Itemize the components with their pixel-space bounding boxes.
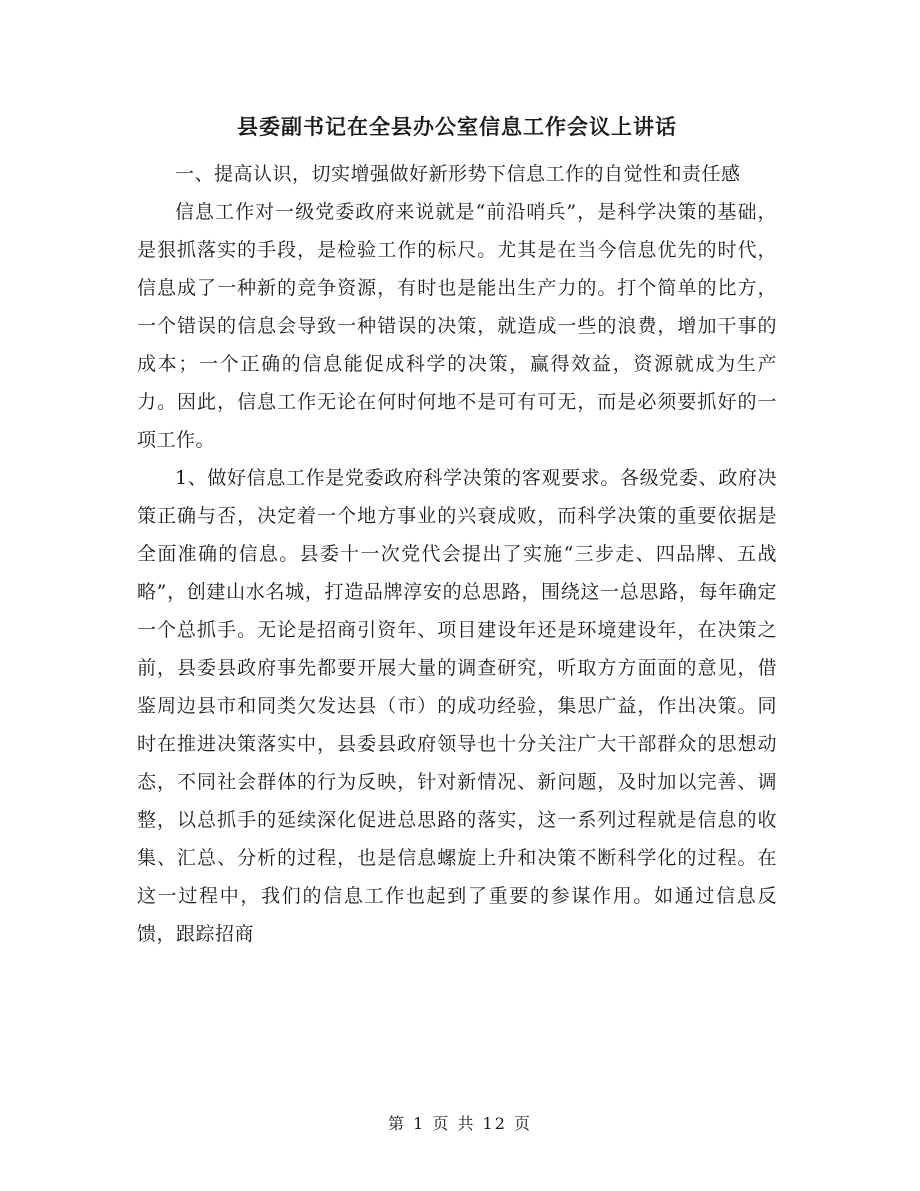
body-paragraph: 信息工作对一级党委政府来说就是“前沿哨兵”，是科学决策的基础，是狠抓落实的手段，是检验工作的标尺。尤其是在当今信息优先的时代，信息成了一种新的竞争资源，有时也是能出生产力的。打个简单的比方，一个错误的信息会导致一种错误的决策，就造成一些的浪费，增加干事的成本；一个正确的信息能促成科学的决策，赢得效益，资源就成为生产力。因此，信息工作无论在何时何地不是可有可无，而是必须要抓好的一项工作。 (137, 201, 777, 451)
body-paragraph: 1、做好信息工作是党委政府科学决策的客观要求。各级党委、政府决策正确与否，决定着一个地方事业的兴衰成败，而科学决策的重要依据是全面准确的信息。县委十一次党代会提出了实施“三步走、四品牌、五战略”，创建山水名城，打造品牌淳安的总思路，围绕这一总思路，每年确定一个总抓手。无论是招商引资年、项目建设年还是环境建设年，在决策之前，县委县政府事先都要开展大量的调查研究，听取方方面面的意见，借鉴周边县市和同类欠发达县（市）的成功经验，集思广益，作出决策。同时在推进决策落实中，县委县政府领导也十分关注广大干部群众的思想动态，不同社会群体的行为反映，针对新情况、新问题，及时加以完善、调整，以总抓手的延续深化促进总思路的落实，这一系列过程就是信息的收集、汇总、分析的过程，也是信息螺旋上升和决策不断科学化的过程。在这一过程中，我们的信息工作也起到了重要的参谋作用。如通过信息反馈，跟踪招商 (137, 467, 777, 945)
document-title: 县委副书记在全县办公室信息工作会议上讲话 (237, 114, 677, 139)
section-heading: 一、提高认识，切实增强做好新形势下信息工作的自觉性和责任感 (175, 163, 741, 185)
document-body (137, 155, 777, 953)
page-number-footer: 第 1 页 共 12 页 (388, 1114, 532, 1133)
